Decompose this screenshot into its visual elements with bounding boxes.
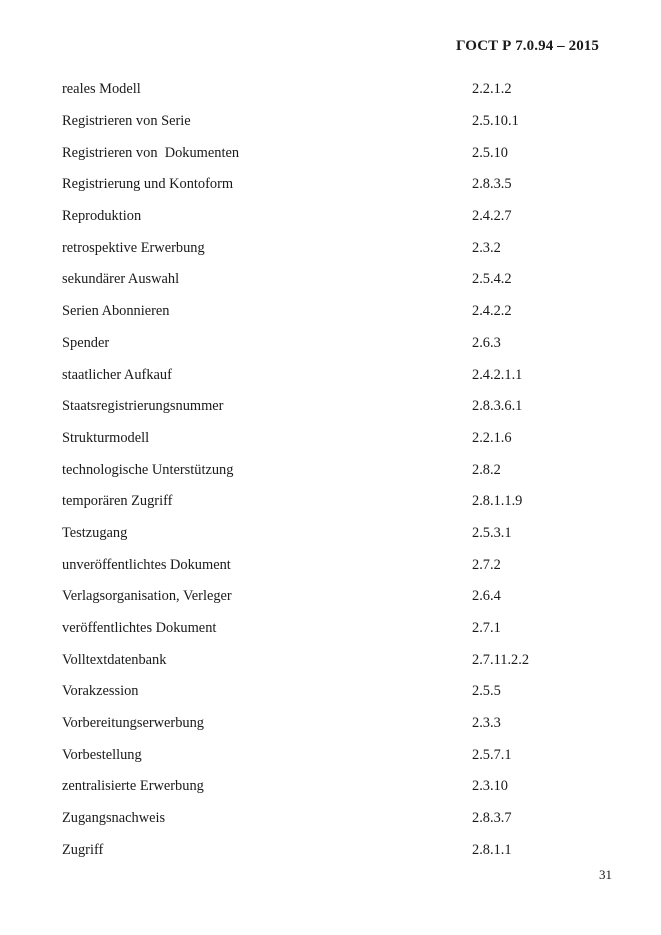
index-entry (62, 328, 602, 360)
index-reference: 2.7.1 (472, 620, 501, 637)
index-entry (62, 359, 602, 391)
index-entry (62, 137, 602, 169)
index-reference: 2.6.4 (472, 588, 501, 605)
index-reference: 2.8.1.1.9 (472, 493, 523, 510)
index-term: retrospektive Erwerbung (62, 239, 205, 256)
index-reference: 2.4.2.7 (472, 208, 512, 225)
index-reference: 2.8.3.5 (472, 176, 512, 193)
index-entry (62, 835, 602, 867)
index-reference: 2.3.10 (472, 778, 508, 795)
index-entry (62, 201, 602, 233)
index-term: Strukturmodell (62, 429, 150, 446)
index-entry (62, 486, 602, 518)
index-term: Zugriff (62, 841, 104, 858)
index-reference: 2.8.3.6.1 (472, 398, 523, 415)
index-term: veröffentlichtes Dokument (62, 620, 217, 637)
index-reference: 2.2.1.6 (472, 429, 512, 446)
index-reference: 2.4.2.1.1 (472, 366, 523, 383)
index-reference: 2.5.3.1 (472, 524, 512, 541)
page-number: 31 (599, 867, 612, 882)
index-entry (62, 74, 602, 106)
index-entry (62, 739, 602, 771)
index-term: zentralisierte Erwerbung (62, 778, 204, 795)
index-term: Staatsregistrierungsnummer (62, 398, 224, 415)
index-entry (62, 803, 602, 835)
index-reference: 2.5.4.2 (472, 271, 512, 288)
index-entry (62, 613, 602, 645)
index-term: Zugangsnachweis (62, 810, 166, 827)
index-term: reales Modell (62, 81, 141, 98)
index-term: Vorbereitungserwerbung (62, 715, 205, 732)
index-term: Registrierung und Kontoform (62, 176, 234, 193)
index-list (62, 74, 602, 866)
index-term: Vorbestellung (62, 746, 142, 763)
index-reference: 2.5.5 (472, 683, 501, 700)
index-term: Reproduktion (62, 208, 142, 225)
index-reference: 2.4.2.2 (472, 303, 512, 320)
index-reference: 2.7.2 (472, 556, 501, 573)
index-term: staatlicher Aufkauf (62, 366, 172, 383)
index-term: Testzugang (62, 524, 128, 541)
index-reference: 2.3.2 (472, 239, 501, 256)
index-term: sekundärer Auswahl (62, 271, 180, 288)
index-entry (62, 708, 602, 740)
document-header: ГОСТ Р 7.0.94 – 2015 (455, 38, 599, 54)
index-term: unveröffentlichtes Dokument (62, 556, 231, 573)
index-entry (62, 264, 602, 296)
index-term: temporären Zugriff (62, 493, 173, 510)
index-term: technologische Unterstützung (62, 461, 234, 478)
index-reference: 2.5.10 (472, 144, 508, 161)
index-entry (62, 169, 602, 201)
index-reference: 2.2.1.2 (472, 81, 512, 98)
index-reference: 2.3.3 (472, 715, 501, 732)
index-reference: 2.8.3.7 (472, 810, 512, 827)
index-entry (62, 454, 602, 486)
index-reference: 2.6.3 (472, 334, 501, 351)
index-term: Verlagsorganisation, Verleger (62, 588, 232, 605)
index-entry (62, 106, 602, 138)
index-entry (62, 296, 602, 328)
index-entry (62, 391, 602, 423)
index-reference: 2.8.2 (472, 461, 501, 478)
index-entry (62, 676, 602, 708)
index-reference: 2.7.11.2.2 (472, 651, 530, 668)
index-reference: 2.5.7.1 (472, 746, 512, 763)
index-entry (62, 644, 602, 676)
index-reference: 2.8.1.1 (472, 841, 512, 858)
index-entry (62, 423, 602, 455)
index-entry (62, 518, 602, 550)
index-term: Registrieren von Serie (62, 113, 191, 130)
index-term: Spender (62, 334, 110, 351)
index-term: Serien Abonnieren (62, 303, 170, 320)
index-term: Registrieren von Dokumenten (62, 144, 240, 161)
index-reference: 2.5.10.1 (472, 113, 519, 130)
index-entry (62, 581, 602, 613)
index-entry (62, 771, 602, 803)
index-entry (62, 232, 602, 264)
index-term: Volltextdatenbank (62, 651, 167, 668)
index-term: Vorakzession (62, 683, 139, 700)
index-entry (62, 549, 602, 581)
